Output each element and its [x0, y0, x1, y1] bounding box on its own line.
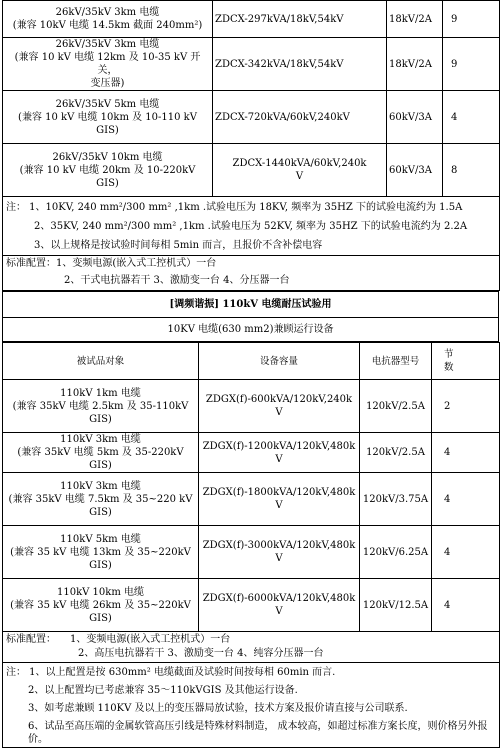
- capacity-cell: [213, 144, 387, 197]
- object-line: (兼容 35kV 电缆 5km 及 35-220kV GIS): [17, 447, 184, 471]
- header-object: 被试品对象: [3, 343, 199, 380]
- capacity-line: ZDGX(f)-3000kVA/120kV,480k: [202, 540, 356, 551]
- notes-cell: [3, 663, 500, 748]
- reactor-cell: 120kV/6.25A: [360, 526, 432, 579]
- object-line: 110kV 1km 电缆: [60, 387, 141, 399]
- object-cell: [3, 380, 199, 433]
- object-line: (兼容 10 kV 电缆 20km 及 10-220kV: [19, 164, 196, 176]
- capacity-line: V: [275, 500, 283, 511]
- object-line: (兼容 10kV 电缆 14.5km 截面 240mm²): [12, 20, 203, 31]
- capacity-line: V: [275, 453, 283, 465]
- header-reactor: 电抗器型号: [360, 343, 432, 380]
- object-cell: [3, 579, 199, 632]
- object-line: 26kV/35kV 5km 电缆: [55, 98, 160, 110]
- sections-cell: 4: [432, 579, 500, 632]
- document: [2, 0, 499, 748]
- config-cell: [3, 632, 500, 663]
- object-line: GIS): [96, 124, 119, 136]
- object-cell: [3, 144, 213, 197]
- header-line: 数: [444, 362, 454, 373]
- sections-cell: 9: [443, 38, 500, 91]
- note-line: 2、以上配置均已考虑兼容 35～110kVGIS 及其他运行设备.: [28, 685, 298, 696]
- header-capacity: 设备容量: [199, 343, 360, 380]
- capacity-cell: ZDCX-720kVA/60kV,240kV: [213, 91, 387, 144]
- notes-row: [3, 197, 500, 256]
- sections-cell: 4: [432, 433, 500, 473]
- capacity-line: V: [275, 407, 283, 418]
- object-line: 110kV 3km 电缆: [60, 434, 141, 445]
- config-line: 2、干式电抗器若干 3、激励变一台 4、分压器一台: [64, 275, 290, 286]
- table-row: [3, 433, 500, 473]
- capacity-line: ZDGX(f)-6000kVA/120kV,480k: [202, 593, 356, 604]
- table-row: [3, 526, 500, 579]
- section-title: [调频谐振] 110kV 电缆耐压试验用: [3, 292, 499, 318]
- capacity-cell: ZDCX-297kVA/18kV,54kV: [213, 1, 387, 38]
- object-cell: [3, 1, 213, 38]
- reactor-cell: 120kV/3.75A: [360, 473, 432, 526]
- sections-cell: 8: [443, 144, 500, 197]
- object-line: GIS): [96, 177, 119, 189]
- object-line: 110kV 10km 电缆: [57, 586, 144, 598]
- table-row: [3, 579, 500, 632]
- reactor-cell: 18kV/2A: [387, 38, 443, 91]
- table-row: [3, 91, 500, 144]
- object-line: GIS): [89, 612, 112, 624]
- note-line: 注： 1、10KV, 240 mm²/300 mm² ,1km .试验电压为 18KV, 频率为 35HZ 下的试验电流约为 1.5A: [6, 202, 463, 213]
- header-sections: [432, 343, 500, 380]
- object-line: 110kV 3km 电缆: [60, 480, 141, 492]
- table-row: [3, 38, 500, 91]
- object-line: (兼容 35kV 电缆 2.5km 及 35-110kV: [12, 400, 189, 412]
- capacity-line: ZDGX(f)-600kVA/120kV,240k: [205, 394, 353, 405]
- capacity-line: ZDGX(f)-1800kVA/120kV,480k: [202, 487, 356, 498]
- config-row: [3, 632, 500, 663]
- notes-row: [3, 663, 500, 748]
- config-line: 2、高压电抗器若干 3、激励变一台 4、纯容分压器一台: [78, 648, 324, 659]
- capacity-cell: [199, 380, 360, 433]
- capacity-line: V: [275, 553, 283, 564]
- table-row: [3, 1, 500, 38]
- reactor-cell: 60kV/3A: [387, 91, 443, 144]
- sections-cell: 4: [443, 91, 500, 144]
- object-line: (兼容 10 kV 电缆 12km 及 10-35 kV 开关，: [14, 52, 201, 76]
- config-cell: [3, 256, 500, 291]
- section-subtitle: 10KV 电缆(630 mm2)兼顾运行设备: [3, 318, 499, 342]
- sections-cell: 2: [432, 380, 500, 433]
- reactor-cell: 120kV/2.5A: [360, 380, 432, 433]
- note-line: 2、35KV, 240 mm²/300 mm² ,1km .试验电压为 52KV, 频率为 35HZ 下的试验电流约为 2.2A: [34, 221, 468, 232]
- object-line: 26kV/35kV 3km 电缆: [55, 39, 160, 50]
- object-line: 26kV/35kV 3km 电缆: [55, 7, 160, 18]
- header-line: 节: [444, 349, 454, 360]
- object-line: 110kV 5km 电缆: [60, 533, 141, 545]
- object-line: GIS): [89, 506, 112, 518]
- object-cell: [3, 526, 199, 579]
- object-line: GIS): [89, 413, 112, 425]
- table-35kv: [2, 0, 500, 291]
- capacity-cell: [199, 526, 360, 579]
- capacity-line: V: [295, 171, 304, 182]
- object-cell: [3, 38, 213, 91]
- table-row: [3, 144, 500, 197]
- capacity-cell: [199, 579, 360, 632]
- object-cell: [3, 91, 213, 144]
- object-line: 变压器): [90, 78, 125, 89]
- object-line: 26kV/35kV 10km 电缆: [52, 151, 163, 163]
- object-cell: [3, 473, 199, 526]
- note-line: 注： 1、以上配置是按 630mm² 电缆截面及试验时间按每相 60min 而言.: [6, 667, 336, 678]
- object-line: (兼容 10 kV 电缆 10km 及 10-110 kV: [18, 111, 197, 123]
- table-row: [3, 380, 500, 433]
- capacity-cell: [199, 433, 360, 473]
- object-line: GIS): [89, 559, 112, 571]
- capacity-line: ZDGX(f)-1200kVA/120kV,480k: [202, 440, 356, 452]
- reactor-cell: 120kV/12.5A: [360, 579, 432, 632]
- reactor-cell: 18kV/2A: [387, 1, 443, 38]
- config-label: 标准配置：: [6, 634, 56, 645]
- reactor-cell: 60kV/3A: [387, 144, 443, 197]
- config-label: 标准配置：: [6, 258, 56, 269]
- capacity-cell: ZDCX-342kVA/18kV,54kV: [213, 38, 387, 91]
- config-row: [3, 256, 500, 291]
- config-item: 1、变频电源(嵌入式工控机式）一台: [56, 258, 217, 269]
- note-line: 6、试品至高压端的金属软管高压引线是特殊材料制造， 成本较高，如超过标准方案长度，则价格另外报价。: [28, 721, 488, 745]
- config-item: 1、变频电源(嵌入式工控机式）一台: [70, 634, 231, 645]
- capacity-line: V: [275, 606, 283, 617]
- table-row: [3, 473, 500, 526]
- object-cell: [3, 433, 199, 473]
- header-row: [3, 343, 500, 380]
- object-line: (兼容 35kV 电缆 7.5km 及 35~220 kV: [8, 493, 193, 505]
- config-line: [6, 257, 496, 270]
- sections-cell: 4: [432, 526, 500, 579]
- object-line: (兼容 35 kV 电缆 26km 及 35~220kV: [10, 599, 191, 611]
- config-line: [6, 633, 496, 646]
- object-line: (兼容 35 kV 电缆 13km 及 35~220kV: [10, 546, 191, 558]
- note-line: 3、如考虑兼顾 110KV 及以上的变压器局放试验，技术方案及报价请直接与公司联系.: [28, 703, 408, 714]
- section-header: [2, 291, 499, 342]
- note-line: 3、以上规格是按试验时间每相 5min 而言，且报价不含补偿电容: [34, 240, 323, 251]
- sections-cell: 4: [432, 473, 500, 526]
- notes-cell: [3, 197, 500, 256]
- sections-cell: 9: [443, 1, 500, 38]
- reactor-cell: 120kV/2.5A: [360, 433, 432, 473]
- capacity-cell: [199, 473, 360, 526]
- capacity-line: ZDCX-1440kVA/60kV,240k: [232, 158, 367, 169]
- table-110kv: [2, 342, 500, 748]
